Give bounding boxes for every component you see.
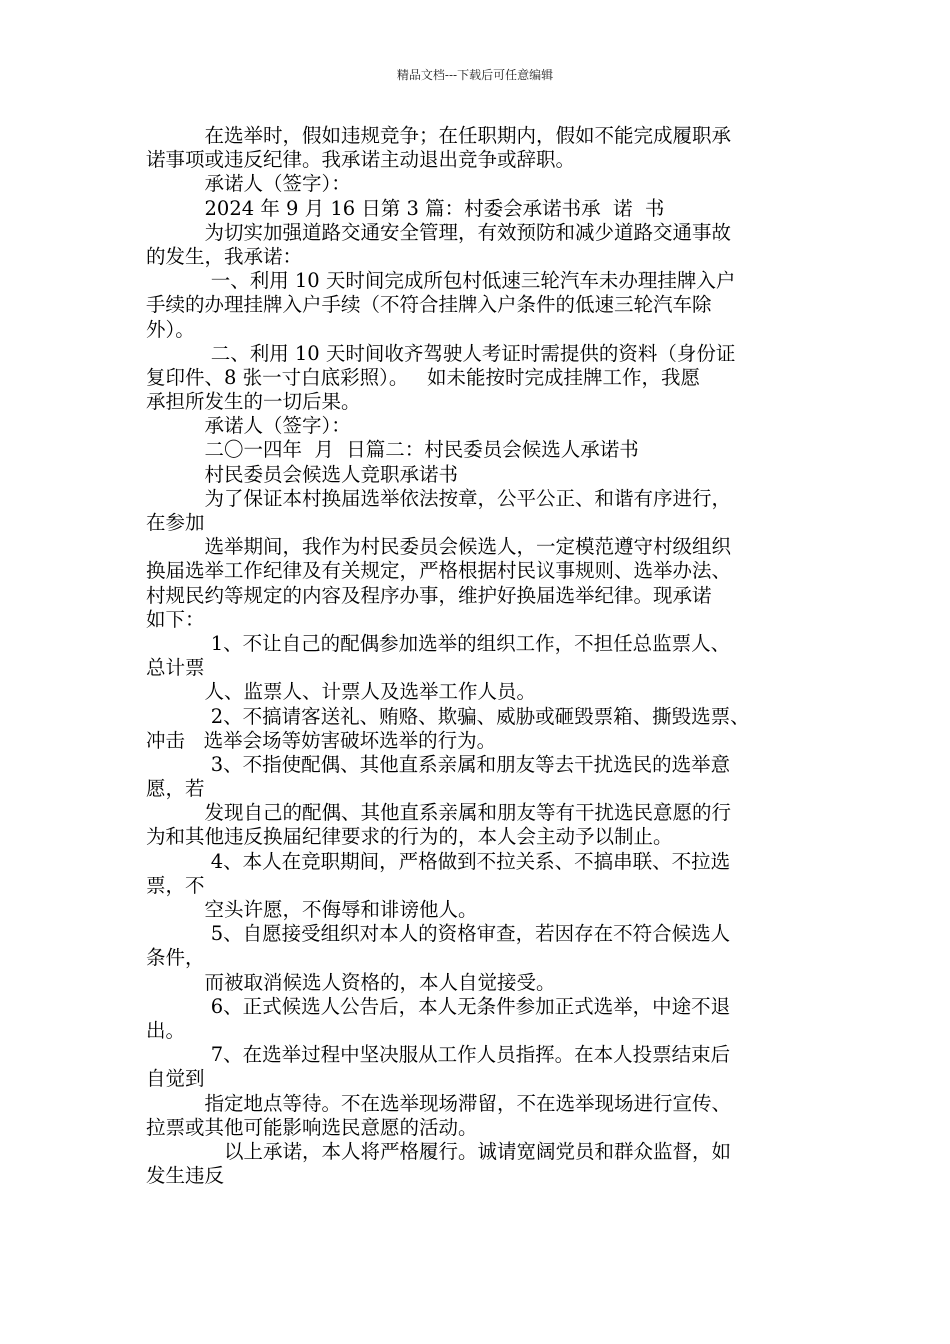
text-line: 为切实加强道路交通安全管理，有效预防和减少道路交通事故 (146, 220, 732, 244)
text-line: 在参加 (146, 511, 205, 534)
page-header: 精品文档---下载后可任意编辑 (396, 68, 554, 82)
text-line: 2024 年 9 月 16 日第 3 篇：村委会承诺书承 诺 书 (146, 196, 665, 220)
text-line: 6、正式候选人公告后，本人无条件参加正式选举，中途不退 (146, 994, 731, 1018)
text-line: 外）。 (146, 317, 195, 341)
text-line: 5、自愿接受组织对本人的资格审查，若因存在不符合候选人 (146, 922, 731, 946)
text-line: 承诺人（签字）： (146, 414, 351, 438)
text-line: 村民委员会候选人竞职承诺书 (146, 462, 459, 486)
text-line: 承诺人（签字）： (146, 172, 351, 196)
text-line: 人、监票人、计票人及选举工作人员。 (146, 680, 537, 704)
text-line: 换届选举工作纪律及有关规定，严格根据村民议事规则、选举办法、 (146, 559, 732, 583)
text-line: 以上承诺，本人将严格履行。诚请宽阔党员和群众监督，如 (146, 1139, 732, 1163)
text-line: 承担所发生的一切后果。 (146, 390, 361, 414)
text-line: 如下： (146, 607, 205, 631)
text-line: 手续的办理挂牌入户手续（不符合挂牌入户条件的低速三轮汽车除 (146, 293, 712, 317)
text-line: 2、不搞请客送礼、贿赂、欺骗、威胁或砸毁票箱、撕毁选票、 (146, 704, 750, 728)
text-line: 的发生，我承诺： (146, 244, 303, 268)
text-line: 7、在选举过程中坚决服从工作人员指挥。在本人投票结束后 (146, 1043, 731, 1067)
text-line: 二、利用 10 天时间收齐驾驶人考证时需提供的资料（身份证 (146, 341, 736, 365)
text-line: 为和其他违反换届纪律要求的行为的，本人会主动予以制止。 (146, 825, 673, 849)
text-line: 票，不 (146, 873, 205, 897)
text-line: 愿，若 (146, 777, 205, 801)
text-line: 而被取消候选人资格的，本人自觉接受。 (146, 970, 556, 994)
text-line: 一、利用 10 天时间完成所包村低速三轮汽车未办理挂牌入户 (146, 269, 736, 293)
text-line: 空头许愿，不侮辱和诽谤他人。 (146, 898, 478, 921)
text-line: 指定地点等待。不在选举现场滞留，不在选举现场进行宣传、 (146, 1091, 732, 1115)
text-line: 诺事项或违反纪律。我承诺主动退出竞争或辞职。 (146, 148, 576, 172)
text-line: 总计票 (146, 656, 205, 680)
text-line: 二〇一四年 月 日篇二：村民委员会候选人承诺书 (146, 438, 639, 462)
text-line: 自觉到 (146, 1067, 205, 1091)
text-line: 拉票或其他可能影响选民意愿的活动。 (146, 1115, 478, 1139)
text-line: 冲击 选举会场等妨害破坏选举的行为。 (146, 728, 497, 752)
text-line: 出。 (146, 1018, 186, 1042)
text-line: 条件， (146, 946, 205, 970)
text-line: 发现自己的配偶、其他直系亲属和朋友等有干扰选民意愿的行 (146, 801, 732, 825)
text-line: 1、不让自己的配偶参加选举的组织工作，不担任总监票人、 (146, 631, 731, 655)
text-line: 复印件、8 张一寸白底彩照）。 如未能按时完成挂牌工作，我愿 (146, 365, 700, 389)
text-line: 为了保证本村换届选举依法按章，公平公正、和谐有序进行， (146, 486, 732, 510)
text-line: 选举期间，我作为村民委员会候选人，一定模范遵守村级组织 (146, 535, 732, 559)
text-line: 在选举时，假如违规竞争；在任职期内，假如不能完成履职承 (146, 124, 732, 147)
text-line: 3、不指使配偶、其他直系亲属和朋友等去干扰选民的选举意 (146, 752, 731, 776)
text-line: 村规民约等规定的内容及程序办事，维护好换届选举纪律。现承诺 (146, 583, 712, 607)
document-body (146, 124, 826, 1188)
text-line: 发生违反 (146, 1164, 225, 1188)
text-line: 4、本人在竞职期间，严格做到不拉关系、不搞串联、不拉选 (146, 849, 731, 873)
